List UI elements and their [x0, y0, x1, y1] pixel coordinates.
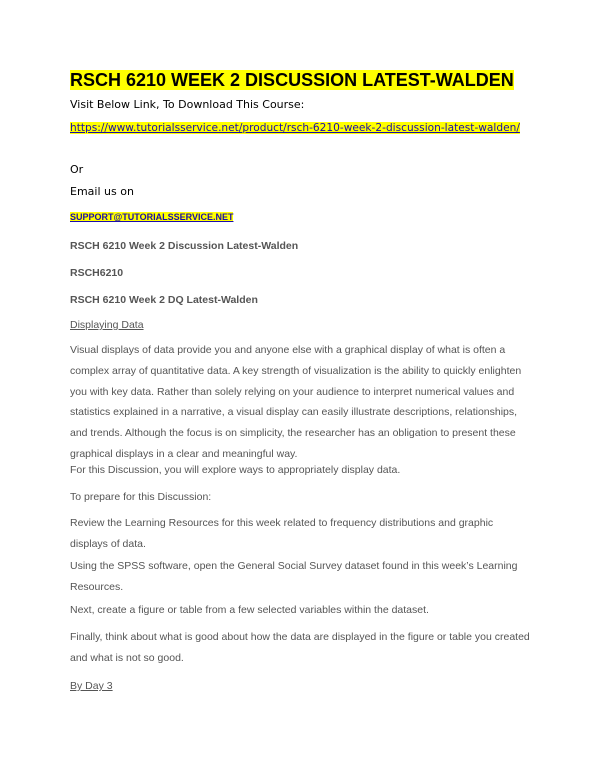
paragraph-create-figure: Next, create a figure or table from a few selected variables within the dataset.: [70, 604, 429, 616]
support-email-text[interactable]: SUPPORT@TUTORIALSSERVICE.NET: [70, 212, 234, 222]
section-displaying-data: Displaying Data: [70, 319, 144, 331]
course-link-text[interactable]: https://www.tutorialsservice.net/product/rsch-6210-week-2-discussion-latest-walden/: [70, 122, 520, 134]
course-link[interactable]: [70, 121, 520, 135]
heading-dq: RSCH 6210 Week 2 DQ Latest-Walden: [70, 294, 258, 306]
section-by-day-3: By Day 3: [70, 680, 113, 692]
title-highlight: RSCH 6210 WEEK 2 DISCUSSION LATEST-WALDEN: [70, 70, 514, 90]
paragraph-visual-displays: Visual displays of data provide you and anyone else with a graphical display of what is often a complex array of quantitative data. A key strength of visualization is the ability to quickly enlighten you with key data. Rather than solely relying on your audience to interpret numerical values and statistics explained in a narrative, a visual display can easily illustrate descriptions, relationships, and trends. Although the focus is on simplicity, the researcher has an obligation to present these graphical displays in a clear and meaningful way.: [70, 344, 522, 460]
document-title: [70, 68, 514, 92]
paragraph-evaluate: Finally, think about what is good about how the data are displayed in the figure or table you created and what is not so good.: [70, 631, 530, 664]
email-label: Email us on: [70, 185, 134, 198]
paragraph-prepare: To prepare for this Discussion:: [70, 491, 212, 503]
paragraph-spss: Using the SPSS software, open the General Social Survey dataset found in this week’s Learning Resources.: [70, 560, 518, 593]
paragraph-discussion-intro: For this Discussion, you will explore ways to appropriately display data.: [70, 464, 401, 476]
heading-discussion: RSCH 6210 Week 2 Discussion Latest-Walden: [70, 240, 299, 252]
heading-course-code: RSCH6210: [70, 267, 124, 279]
support-email-link[interactable]: [70, 210, 233, 224]
paragraph-review: Review the Learning Resources for this week related to frequency distributions and graphic displays of data.: [70, 517, 494, 550]
or-text: Or: [70, 163, 84, 176]
visit-instruction: Visit Below Link, To Download This Course:: [70, 98, 305, 111]
